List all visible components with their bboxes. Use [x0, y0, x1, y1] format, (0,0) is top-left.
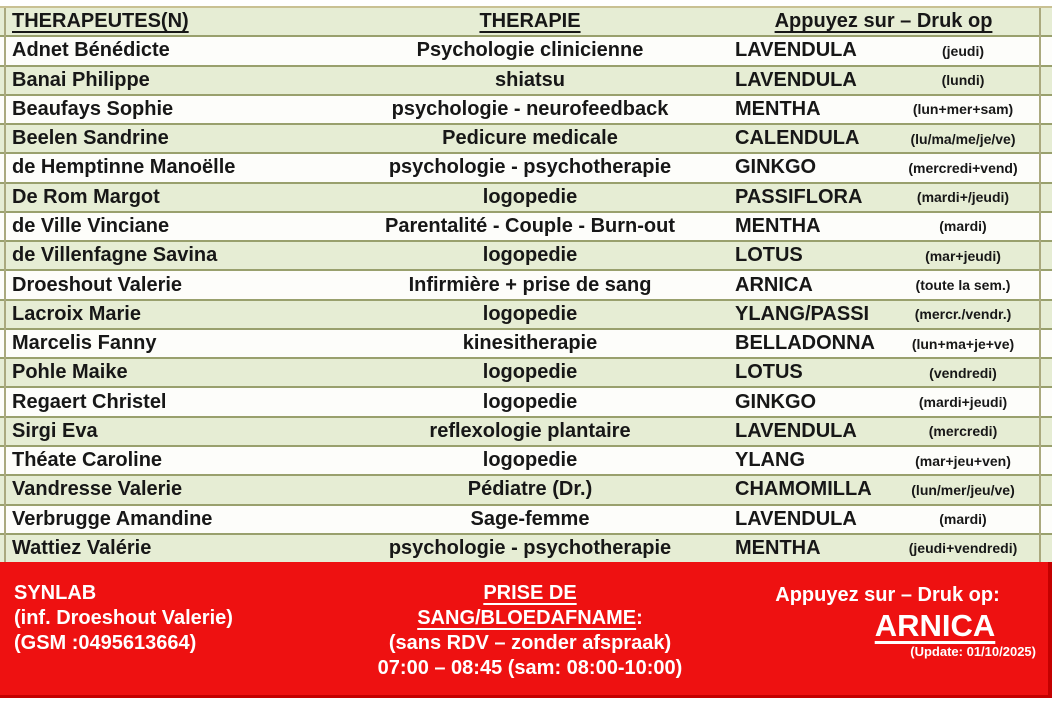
therapist-name: Adnet Bénédicte	[12, 39, 170, 62]
therapist-name: de Hemptinne Manoëlle	[12, 156, 236, 179]
press-button-name: YLANG/PASSI	[735, 302, 870, 325]
blood-draw-title-line1: PRISE DE	[483, 582, 577, 604]
press-days: (mardi)	[939, 511, 987, 528]
therapist-name: Verbrugge Amandine	[12, 507, 213, 530]
update-date: (Update: 01/10/2025)	[910, 644, 1036, 659]
header-therapy	[345, 10, 715, 33]
press-days: (lundi)	[941, 72, 985, 89]
table-row	[0, 388, 1052, 417]
therapy-label: Parentalité - Couple - Burn-out	[385, 214, 675, 237]
press-days: (mar+jeudi)	[925, 247, 1001, 264]
synlab-block	[14, 581, 233, 656]
press-days: (mardi+/jeudi)	[916, 189, 1010, 206]
therapy-label: logopedie	[482, 449, 578, 472]
press-days: (lu/ma/me/je/ve)	[910, 130, 1016, 147]
press-days: (vendredi)	[929, 364, 997, 381]
therapy-label: kinesitherapie	[462, 332, 598, 355]
table-row	[0, 67, 1052, 96]
press-button-name: LOTUS	[735, 244, 803, 267]
therapy-label: logopedie	[482, 361, 578, 384]
therapy-label: logopedie	[482, 185, 578, 208]
table-row	[0, 535, 1052, 562]
table-row	[0, 359, 1052, 388]
table-row	[0, 184, 1052, 213]
press-button-name: BELLADONNA	[735, 332, 875, 355]
blood-draw-title-colon: :	[636, 607, 643, 629]
therapist-name: Lacroix Marie	[12, 302, 141, 325]
press-days: (mar+jeu+ven)	[915, 452, 1011, 469]
press-button-name: YLANG	[735, 449, 805, 472]
table-header-row	[0, 8, 1052, 37]
table-left-border	[4, 8, 6, 562]
table-row	[0, 506, 1052, 535]
table-row	[0, 447, 1052, 476]
press-button-name: MENTHA	[735, 214, 821, 237]
table-row	[0, 476, 1052, 505]
therapy-label: logopedie	[482, 390, 578, 413]
press-button-name: GINKGO	[735, 156, 817, 179]
therapist-name: De Rom Margot	[12, 185, 160, 208]
therapy-label: logopedie	[482, 302, 578, 325]
therapist-name: Théate Caroline	[12, 449, 163, 472]
table-row	[0, 242, 1052, 271]
header-therapists	[0, 10, 345, 33]
therapy-label: Sage-femme	[470, 507, 590, 530]
therapist-name: Marcelis Fanny	[12, 332, 157, 355]
blood-draw-no-appointment: (sans RDV – zonder afspraak)	[388, 632, 672, 654]
therapy-label: logopedie	[482, 244, 578, 267]
therapist-name: Banai Philippe	[12, 68, 150, 91]
table-row	[0, 301, 1052, 330]
therapy-label: Infirmière + prise de sang	[408, 273, 652, 296]
blood-draw-hours: 07:00 – 08:45 (sam: 08:00-10:00)	[377, 657, 683, 679]
therapy-label: Pédiatre (Dr.)	[467, 478, 593, 501]
press-days: (lun+ma+je+ve)	[911, 335, 1015, 352]
therapist-name: Droeshout Valerie	[12, 273, 183, 296]
press-days: (jeudi)	[942, 42, 984, 59]
table-right-border	[1039, 8, 1041, 562]
header-therapists-label: THERAPEUTES(N)	[12, 10, 189, 33]
press-button-name: MENTHA	[735, 97, 821, 120]
header-press	[715, 10, 1052, 33]
press-button-name: LOTUS	[735, 361, 803, 384]
table-row	[0, 271, 1052, 300]
press-button-name: PASSIFLORA	[735, 185, 863, 208]
synlab-name: SYNLAB	[14, 582, 97, 604]
blood-draw-block	[330, 581, 730, 681]
press-days: (lun/mer/jeu/ve)	[911, 481, 1015, 498]
table-row	[0, 125, 1052, 154]
arnica-button-name: ARNICA	[874, 608, 996, 643]
press-days: (mercr./vendr.)	[914, 306, 1012, 323]
therapy-label: Pedicure medicale	[442, 127, 618, 150]
press-button-name: LAVENDULA	[735, 419, 857, 442]
therapist-name: Pohle Maike	[12, 361, 128, 384]
table-row	[0, 154, 1052, 183]
table-row	[0, 330, 1052, 359]
press-days: (mardi)	[939, 218, 987, 235]
therapist-name: Beaufays Sophie	[12, 97, 174, 120]
therapist-name: Sirgi Eva	[12, 419, 98, 442]
press-days: (mercredi+vend)	[908, 159, 1018, 176]
press-instruction-label: Appuyez sur – Druk op:	[775, 584, 1000, 606]
press-instruction-block	[735, 583, 1040, 660]
header-press-label: Appuyez sur – Druk op	[774, 10, 993, 33]
therapist-name: Regaert Christel	[12, 390, 167, 413]
press-days: (lun+mer+sam)	[912, 101, 1014, 118]
press-button-name: LAVENDULA	[735, 507, 857, 530]
therapy-label: psychologie - psychotherapie	[388, 156, 672, 179]
therapists-table	[0, 6, 1052, 562]
therapy-label: psychologie - neurofeedback	[391, 97, 669, 120]
synlab-gsm: (GSM :0495613664)	[14, 632, 197, 654]
therapist-name: de Villenfagne Savina	[12, 244, 218, 267]
press-button-name: GINKGO	[735, 390, 817, 413]
synlab-nurse: (inf. Droeshout Valerie)	[14, 607, 233, 629]
therapist-name: Beelen Sandrine	[12, 127, 169, 150]
blood-draw-title-line2: SANG/BLOEDAFNAME	[417, 607, 637, 629]
press-days: (jeudi+vendredi)	[908, 540, 1018, 557]
therapist-name: Wattiez Valérie	[12, 536, 152, 559]
therapy-label: psychologie - psychotherapie	[388, 536, 672, 559]
table-row	[0, 213, 1052, 242]
therapy-label: Psychologie clinicienne	[416, 39, 644, 62]
therapy-label: shiatsu	[494, 68, 566, 91]
press-days: (mercredi)	[928, 423, 998, 440]
press-button-name: LAVENDULA	[735, 39, 857, 62]
table-row	[0, 37, 1052, 66]
press-days: (toute la sem.)	[915, 277, 1011, 294]
press-button-name: ARNICA	[735, 273, 813, 296]
press-button-name: CALENDULA	[735, 127, 860, 150]
table-row	[0, 96, 1052, 125]
press-button-name: MENTHA	[735, 536, 821, 559]
press-days: (mardi+jeudi)	[918, 394, 1008, 411]
header-therapy-label: THERAPIE	[479, 10, 581, 33]
press-button-name: CHAMOMILLA	[735, 478, 872, 501]
table-row	[0, 418, 1052, 447]
therapist-name: de Ville Vinciane	[12, 214, 170, 237]
press-button-name: LAVENDULA	[735, 68, 857, 91]
therapist-name: Vandresse Valerie	[12, 478, 183, 501]
footer-red-banner	[0, 562, 1052, 698]
therapy-label: reflexologie plantaire	[429, 419, 631, 442]
